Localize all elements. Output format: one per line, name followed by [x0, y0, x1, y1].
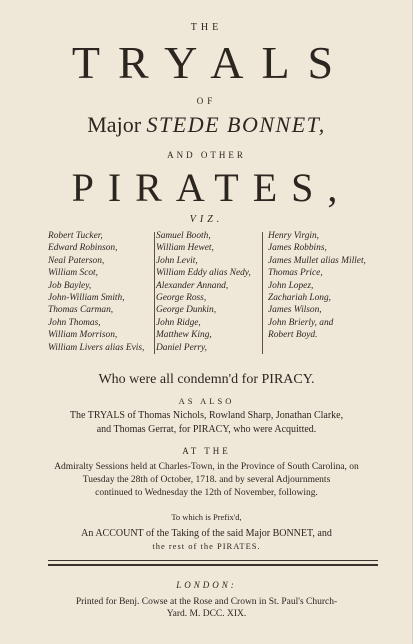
heading-pirates: PIRATES, — [71, 165, 352, 210]
name-entry: John Ridge, — [156, 317, 201, 328]
name-entry: Thomas Carman, — [48, 305, 114, 316]
column-divider — [154, 232, 155, 354]
name-entry: Robert Boyd. — [268, 330, 318, 341]
name-entry: Alexander Annand, — [156, 280, 229, 291]
name-entry: Samuel Booth, — [156, 231, 211, 241]
at-the-heading: AT THE — [182, 446, 231, 456]
continued-line: continued to Wednesday the 12th of November, following. — [95, 488, 318, 498]
major-name: STEDE BONNET, — [146, 112, 326, 137]
name-entry: William Scot, — [48, 268, 98, 279]
names-column-1 — [48, 230, 154, 354]
name-entry: James Wilson, — [268, 305, 322, 316]
as-also-heading: AS ALSO — [178, 396, 235, 406]
account-line: An ACCOUNT of the Taking of the said Major BONNET, and — [81, 528, 332, 539]
admiralty-line: Admiralty Sessions held at Charles-Town, in the Province of South Carolina, on — [54, 462, 359, 472]
imprint-london: LONDON: — [176, 580, 237, 590]
tuesday-line: Tuesday the 28th of October, 1718. and by several Adjournments — [82, 475, 331, 485]
heading-major — [0, 114, 413, 136]
heading-of: OF — [196, 96, 217, 106]
name-entry: Daniel Perry, — [156, 342, 208, 353]
name-entry: Edward Robinson, — [48, 243, 118, 254]
name-entry: James Mullet alias Millet, — [268, 255, 366, 266]
names-column-3 — [268, 230, 393, 342]
name-entry: George Ross, — [156, 293, 207, 304]
name-entry: John-William Smith, — [48, 293, 125, 304]
divider-rule — [48, 564, 378, 566]
name-entry: John Thomas, — [48, 317, 101, 328]
prefix-line: To which is Prefix'd, — [171, 512, 242, 522]
name-entry: Thomas Price, — [268, 268, 323, 279]
heading-and-other: AND OTHER — [167, 150, 246, 160]
name-entry: James Robbins, — [268, 243, 327, 254]
name-entry: Matthew King, — [156, 330, 212, 341]
imprint-year: Yard. M. DCC. XIX. — [166, 609, 247, 619]
name-entry: Robert Tucker, — [48, 231, 103, 241]
condemned-line: Who were all condemn'd for PIRACY. — [98, 372, 315, 387]
rest-line: the rest of the PIRATES. — [152, 541, 261, 551]
name-entry: William Livers alias Evis, — [48, 342, 145, 353]
name-entry: Henry Virgin, — [268, 231, 320, 241]
name-entry: Job Bayley, — [48, 280, 92, 291]
tryals-line: The TRYALS of Thomas Nichols, Rowland Sharp, Jonathan Clarke, — [69, 410, 344, 421]
name-entry: William Hewet, — [156, 243, 214, 254]
divider-rule — [48, 560, 378, 561]
major-prefix: Major — [87, 112, 142, 137]
acquitted-line: and Thomas Gerrat, for PIRACY, who were Acquitted. — [96, 424, 317, 435]
column-divider — [262, 232, 263, 354]
name-entry: Zachariah Long, — [268, 293, 332, 304]
name-entry: Neal Paterson, — [48, 255, 105, 266]
heading-viz: VIZ. — [189, 214, 224, 225]
imprint-printed: Printed for Benj. Cowse at the Rose and Crown in St. Paul's Church- — [75, 597, 338, 607]
name-entry: William Morrison, — [48, 330, 118, 341]
name-entry: John Lopez, — [268, 280, 314, 291]
name-entry: John Levit, — [156, 255, 198, 266]
name-entry: George Dunkin, — [156, 305, 217, 316]
names-column-2 — [156, 230, 262, 354]
name-entry: John Brierly, and — [268, 317, 334, 328]
name-entry: William Eddy alias Nedy, — [156, 268, 251, 279]
heading-the: THE — [190, 22, 223, 33]
heading-tryals: TRYALS — [71, 37, 352, 88]
